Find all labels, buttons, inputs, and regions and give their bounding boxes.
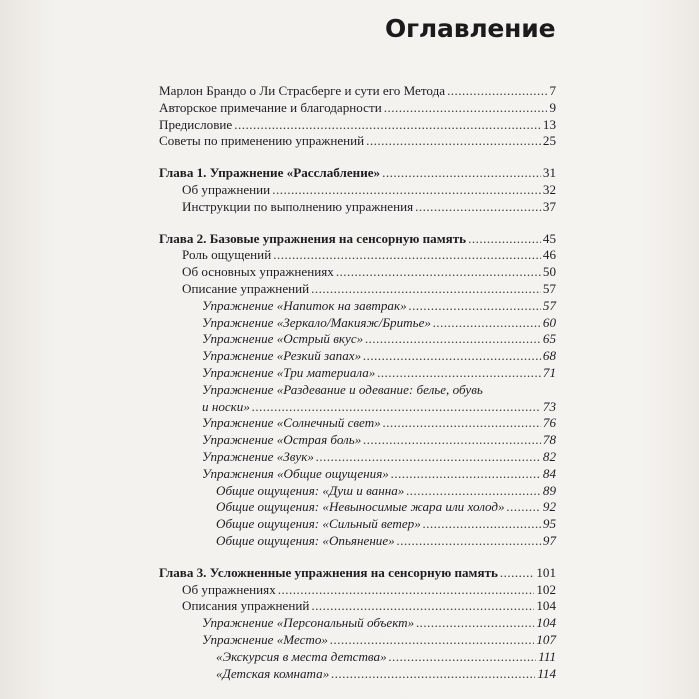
toc-entry-label: Упражнение «Напиток на завтрак»: [202, 297, 407, 313]
toc-entry-label: Глава 2. Базовые упражнения на сенсорную память: [159, 230, 467, 246]
toc-page-number: 65: [542, 331, 556, 347]
page-title: Оглавление: [385, 14, 556, 43]
toc-page-number: 102: [536, 581, 556, 597]
toc-chapter-entry: [159, 231, 556, 248]
toc-entry-label: «Детская комната»: [216, 665, 330, 681]
toc-entry: [159, 666, 556, 683]
toc-page-number: 45: [542, 230, 556, 246]
section-gap: [159, 550, 556, 565]
toc-leader-dots: [234, 117, 541, 134]
toc-entry-label: Упражнение «Резкий запах»: [202, 348, 362, 364]
section-gap: [159, 150, 556, 165]
toc-entry: [159, 315, 556, 332]
toc-entry: [159, 415, 556, 432]
toc-page-number: 73: [542, 398, 556, 414]
toc-entry-label: Упражнение «Персональный объект»: [202, 615, 415, 631]
toc-page-number: 32: [542, 181, 556, 197]
toc-entry: [159, 632, 556, 649]
toc-entry: [159, 449, 556, 466]
toc-entry: [159, 133, 556, 150]
toc-entry-label: Описание упражнений: [182, 280, 310, 296]
toc-leader-dots: [507, 499, 541, 516]
toc-page-number: 104: [536, 615, 556, 631]
toc-page-number: 76: [542, 415, 556, 431]
toc-entry-label: Упражнение «Место»: [202, 631, 328, 647]
toc-page-number: 57: [542, 280, 556, 296]
toc-entry: [159, 533, 556, 550]
toc-entry-label: Предисловие: [159, 116, 233, 132]
toc-page-number: 104: [536, 598, 556, 614]
toc-leader-dots: [415, 199, 541, 216]
toc-page-number: 111: [538, 648, 556, 664]
toc-leader-dots: [316, 449, 541, 466]
toc-page-number: 78: [542, 432, 556, 448]
toc-entry: [159, 649, 556, 666]
toc-leader-dots: [272, 182, 541, 199]
toc-entry-label: Упражнение «Раздевание и одевание: белье, обувь: [202, 381, 483, 397]
toc-leader-dots: [365, 331, 541, 348]
toc-entry: [159, 117, 556, 134]
toc-page-number: 89: [542, 482, 556, 498]
toc-entry: [159, 365, 556, 382]
toc-entry: [159, 281, 556, 298]
toc-entry-label: Упражнение «Острый вкус»: [202, 331, 364, 347]
toc-entry-label: Глава 3. Усложненные упражнения на сенсорную память: [159, 564, 498, 580]
toc-chapter-entry: [159, 565, 556, 582]
toc-page-number: 92: [542, 499, 556, 515]
toc-leader-dots: [331, 666, 535, 683]
toc-entry-label: Упражнение «Острая боль»: [202, 432, 362, 448]
toc-entry-label: Инструкции по выполнению упражнения: [182, 198, 414, 214]
toc-leader-dots: [500, 565, 534, 582]
toc-entry: [159, 331, 556, 348]
section-gap: [159, 216, 556, 231]
toc-entry: [159, 499, 556, 516]
toc-entry-label: Общие ощущения: «Опьянение»: [216, 532, 395, 548]
toc-page-number: 97: [542, 532, 556, 548]
toc-entry-label: Глава 1. Упражнение «Расслабление»: [159, 165, 381, 181]
toc-entry-label: Упражнение «Солнечный свет»: [202, 415, 381, 431]
toc-leader-dots: [384, 100, 548, 117]
toc-page-number: 7: [549, 83, 556, 98]
toc-page-number: 68: [542, 348, 556, 364]
toc-entry: [159, 199, 556, 216]
toc-page-number: 107: [536, 631, 556, 647]
toc-leader-dots: [423, 516, 541, 533]
toc-leader-dots: [416, 615, 534, 632]
table-of-contents: [159, 83, 556, 682]
toc-leader-dots: [363, 348, 541, 365]
toc-entry-label: Упражнение «Зеркало/Макияж/Бритье»: [202, 314, 431, 330]
toc-entry: [159, 432, 556, 449]
toc-entry-label: Упражнения «Общие ощущения»: [202, 465, 389, 481]
toc-page-number: 57: [542, 297, 556, 313]
toc-entry: [159, 615, 556, 632]
toc-leader-dots: [311, 598, 534, 615]
toc-page-number: 31: [542, 165, 556, 181]
toc-entry: [159, 83, 556, 100]
toc-entry: [159, 264, 556, 281]
toc-entry-label: Общие ощущения: «Невыносимые жара или холод»: [216, 499, 505, 515]
toc-page-number: 114: [537, 665, 556, 681]
toc-leader-dots: [468, 231, 541, 248]
toc-chapter-entry: [159, 165, 556, 182]
toc-page-number: 95: [542, 516, 556, 532]
toc-page-number: 101: [536, 564, 556, 580]
toc-leader-dots: [383, 415, 541, 432]
toc-entry-label: Роль ощущений: [182, 247, 272, 263]
toc-entry: [159, 247, 556, 264]
toc-page-number: 50: [542, 264, 556, 280]
toc-entry-label: и носки»: [202, 398, 250, 414]
toc-leader-dots: [278, 582, 535, 599]
toc-entry-label: Об основных упражнениях: [182, 264, 334, 280]
toc-leader-dots: [377, 365, 541, 382]
toc-page-number: 84: [542, 465, 556, 481]
toc-entry: [159, 598, 556, 615]
toc-entry: [159, 483, 556, 500]
toc-leader-dots: [330, 632, 534, 649]
toc-entry-label: Авторское примечание и благодарности: [159, 99, 382, 115]
toc-page-number: 60: [542, 314, 556, 330]
toc-entry-label: Марлон Брандо о Ли Страсберге и сути его Метода: [159, 83, 446, 98]
toc-entry: [159, 516, 556, 533]
toc-leader-dots: [389, 649, 537, 666]
toc-entry: [159, 399, 556, 416]
toc-entry: [159, 466, 556, 483]
toc-entry-label: Упражнение «Звук»: [202, 448, 314, 464]
toc-leader-dots: [409, 298, 541, 315]
toc-leader-dots: [311, 281, 541, 298]
toc-entry: [159, 100, 556, 117]
toc-leader-dots: [406, 483, 541, 500]
toc-leader-dots: [336, 264, 541, 281]
toc-leader-dots: [397, 533, 541, 550]
toc-leader-dots: [433, 315, 541, 332]
toc-page-number: 13: [542, 116, 556, 132]
toc-leader-dots: [391, 466, 541, 483]
toc-leader-dots: [273, 247, 541, 264]
toc-page-number: 37: [542, 198, 556, 214]
toc-entry: [159, 582, 556, 599]
toc-leader-dots: [252, 399, 541, 416]
toc-entry-label: Общие ощущения: «Сильный ветер»: [216, 516, 421, 532]
toc-entry-label: Об упражнениях: [182, 581, 276, 597]
toc-leader-dots: [366, 133, 541, 150]
toc-leader-dots: [382, 165, 541, 182]
toc-entry-label: Общие ощущения: «Душ и ванна»: [216, 482, 405, 498]
toc-entry-label: Об упражнении: [182, 181, 271, 197]
toc-entry-label: «Экскурсия в места детства»: [216, 648, 387, 664]
toc-entry: [159, 182, 556, 199]
toc-leader-dots: [363, 432, 541, 449]
toc-page-number: 82: [542, 448, 556, 464]
toc-page-number: 71: [542, 364, 556, 380]
toc-page-number: 9: [549, 99, 556, 115]
toc-entry-label: Советы по применению упражнений: [159, 133, 365, 149]
toc-leader-dots: [447, 83, 547, 100]
toc-entry-label: Упражнение «Три материала»: [202, 364, 376, 380]
toc-entry: [159, 348, 556, 365]
toc-entry-label: Описания упражнений: [182, 598, 310, 614]
toc-page-number: 46: [542, 247, 556, 263]
toc-page-number: 25: [542, 133, 556, 149]
toc-entry: [159, 382, 556, 399]
toc-entry: [159, 298, 556, 315]
